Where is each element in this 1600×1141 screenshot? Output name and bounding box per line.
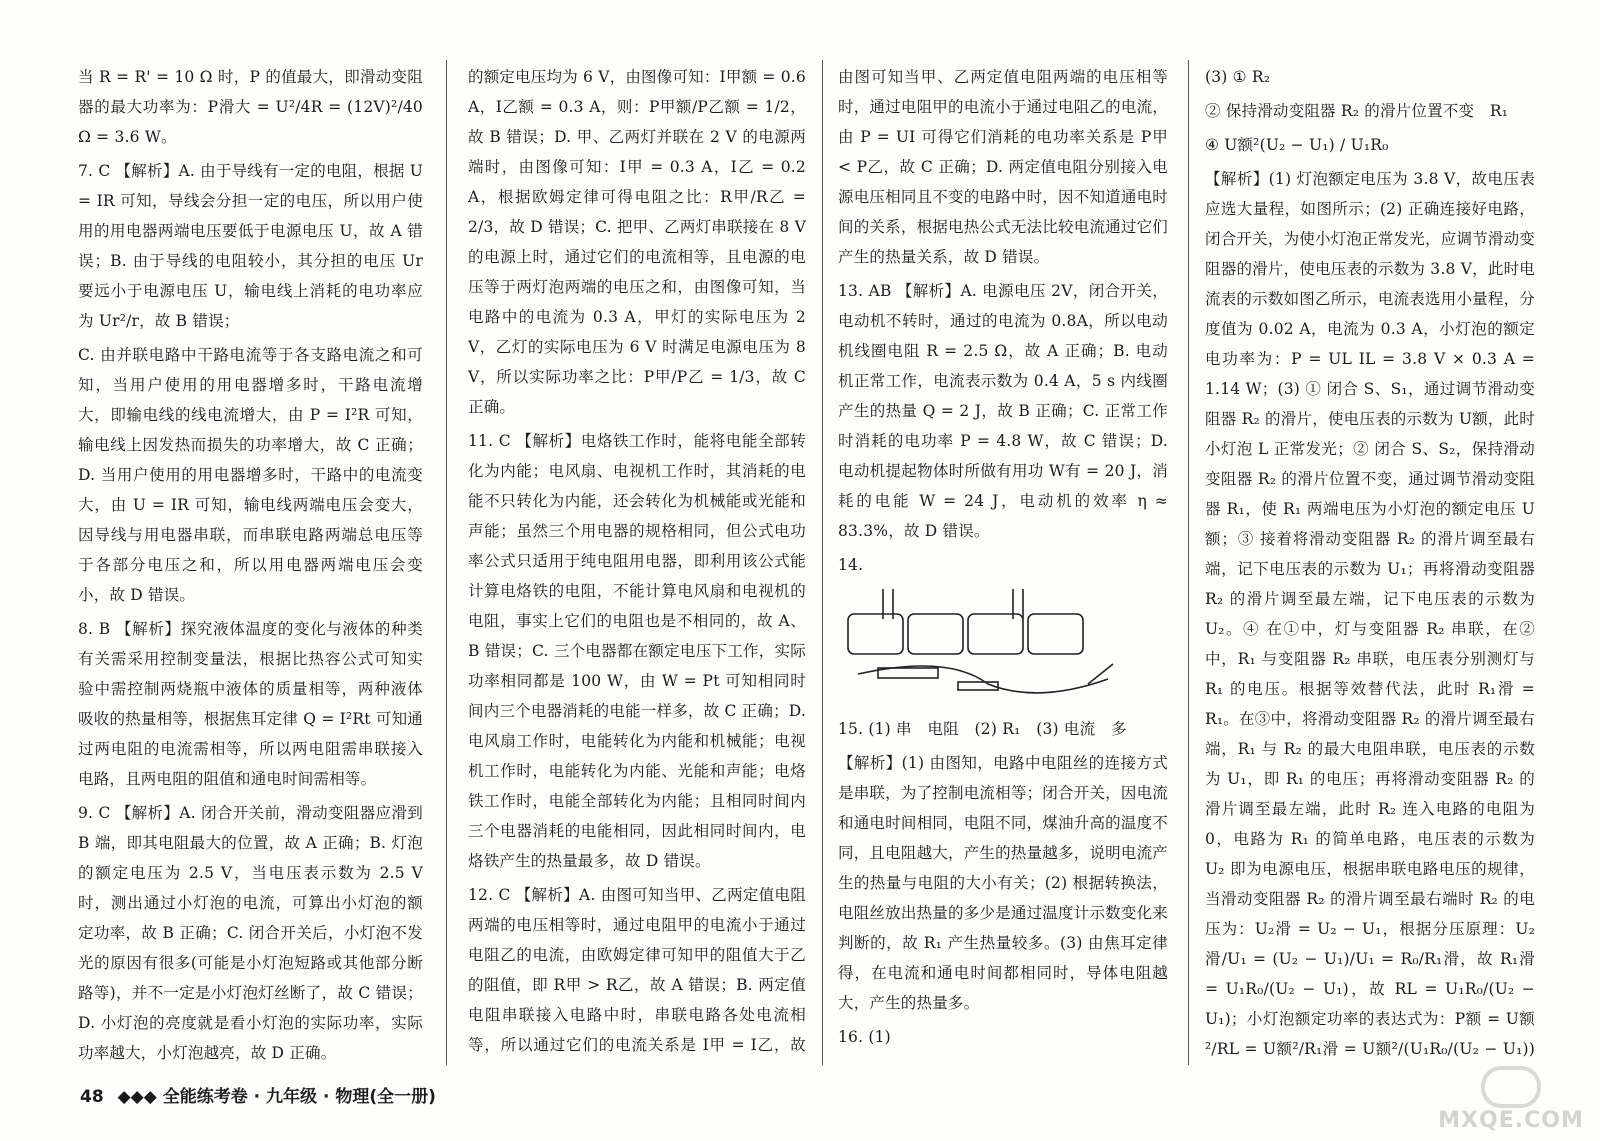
column-1	[78, 62, 423, 1062]
answer-10-cont: 的额定电压均为 6 V，由图像可知：I甲额 = 0.6 A，I乙额 = 0.3 A，则：P甲额/P乙额 = 1/2，故 B 错误；D. 甲、乙两灯并联在 2 V 的电源两端时，由图像可知：I甲 = 0.3 A，I乙 = 0.2 A，根据欧姆定律可得电阻之比：R甲/R乙 = 2/3，故 D 错误；C. 把甲、乙两灯串联接在 8 V 的电源上时，通过它们的电流相等，且电源的电压等于两灯泡两端的电压之和，由图像可知，当电路中的电流为 0.3 A，甲灯的实际电压为 2 V，乙灯的实际电压为 6 V 时满足电源电压为 8 V，所以实际功率之比：P甲/P乙 = 1/3，故 C 正确。	[468, 68, 806, 416]
answer-16-3-4: ④ U额²(U₂ − U₁) / U₁R₀	[1205, 136, 1389, 154]
page-footer	[80, 1082, 436, 1107]
column-divider	[446, 60, 447, 1065]
answer-7-cont: C. 由并联电路中干路电流等于各支路电流之和可知，当用户使用的用电器增多时，干路电流增大，即输电线的线电流增大，由 P = I²R 可知，输电线上因发热而损失的功率增大，故 C 正确；D. 当用户使用的用电器增多时，干路中的电流变大，由 U = IR 可知，输电线两端电压会变大，因导线与用电器串联，而串联电路两端总电压等于各部分电压之和，所以用电器两端电压会变小，故 D 错误。	[78, 346, 423, 604]
column-divider	[1188, 60, 1189, 1065]
watermark-text: MXQE.COM	[1438, 1108, 1584, 1133]
watermark-icon	[1481, 1066, 1541, 1108]
answer-16-3-1: (3) ① R₂	[1205, 68, 1271, 86]
circuit-figure-14	[838, 584, 1168, 704]
answer-15-analysis: 【解析】(1) 由图知，电路中电阻丝的连接方式是串联，为了控制电流相等；闭合开关，因电流和通电时间相同，电阻不同，煤油升高的温度不同，且电阻越大，产生的热量越多，说明电流产生的热量与电阻的大小有关；(2) 根据转换法，电阻丝放出热量的多少是通过温度计示数变化来判断的，故 R₁ 产生热量较多。(3) 由焦耳定律得，在电流和通电时间都相同时，导体电阻越大，产生的热量多。	[838, 754, 1168, 1012]
column-4	[1205, 62, 1535, 1062]
answer-8: 8. B 【解析】探究液体温度的变化与液体的种类有关需采用控制变量法，根据比热容公式可知实验中需控制两烧瓶中液体的质量相等，两种液体吸收的热量相等，根据焦耳定律 Q = I²Rt 可知通过两电阻的电流需相等，所以两电阻需串联接入电路，且两电阻的阻值和通电时间需相等。	[78, 620, 423, 788]
answer-11: 11. C 【解析】电烙铁工作时，能将电能全部转化为内能；电风扇、电视机工作时，其消耗的电能不只转化为内能，还会转化为机械能或光能和声能；虽然三个用电器的规格相同，但公式电功率公式只适用于纯电阻用电器，即利用该公式能计算电烙铁的电阻，不能计算电风扇和电视机的电阻，事实上它们的电阻也是不相同的，故 A、B 错误；C. 三个电器都在额定电压下工作，实际功率相同都是 100 W，由 W = Pt 可知相同时间内三个电器消耗的电能一样多，故 C 正确；D. 电风扇工作时，电能转化为内能和机械能；电视机工作时，电能转化为内能、光能和声能；电烙铁工作时，电能全部转化为内能；且相同时间内三个电器消耗的电能相同，因此相同时间内，电烙铁产生的热量最多，故 D 错误。	[468, 432, 806, 870]
answer-16-label: 16. (1)	[838, 1028, 891, 1046]
answer-16-3-2: ② 保持滑动变阻器 R₂ 的滑片位置不变 R₁	[1205, 102, 1509, 120]
answer-9: 9. C 【解析】A. 闭合开关前，滑动变阻器应滑到 B 端，即其电阻最大的位置，故 A 正确；B. 灯泡的额定电压为 2.5 V，当电压表示数为 2.5 V 时，测出通过小灯泡的电流，可算出小灯泡的额定功率，故 B 正确；C. 闭合开关后，小灯泡不发光的原因有很多(可能是小灯泡短路或其他部分断路等)，并不一定是小灯泡灯丝断了，故 C 错误；D. 小灯泡的亮度就是看小灯泡的实际功率，实际功率越大，小灯泡越亮，故 D 正确。	[78, 804, 423, 1062]
thermometer-apparatus-drawing	[838, 584, 1168, 704]
answer-16-analysis: 【解析】(1) 灯泡额定电压为 3.8 V，故电压表应选大量程，如图所示；(2) 正确连接好电路，闭合开关，为使小灯泡正常发光，应调节滑动变阻器的滑片，使电压表的示数为 3.8 V，此时电流表的示数如图乙所示，电流表选用小量程，分度值为 0.02 A，电流为 0.3 A，小灯泡的额定电功率为：P = UL IL = 3.8 V × 0.3 A = 1.14 W；(3) ① 闭合 S、S₁，通过调节滑动变阻器 R₂ 的滑片，使电压表的示数为 U额，此时小灯泡 L 正常发光；② 闭合 S、S₂，保持滑动变阻器 R₂ 的滑片位置不变，通过调节滑动变阻器 R₁，使 R₁ 两端电压为小灯泡的额定电压 U额；③ 接着将滑动变阻器 R₂ 的滑片调至最右端，记下电压表的示数为 U₁；再将滑动变阻器 R₂ 的滑片调至最左端，记下电压表的示数为 U₂。④ 在①中，灯与变阻器 R₂ 串联，在②中，R₁ 与变阻器 R₂ 串联，电压表分别测灯与 R₁ 的电压。根据等效替代法，此时 R₁滑 = R₁。在③中，将滑动变阻器 R₂ 的滑片调至最右端，R₁ 与 R₂ 的最大电阻串联，电压表的示数为 U₁，即 R₁ 的电压；再将滑动变阻器 R₂ 的滑片调至最左端，此时 R₂ 连入电路的电阻为 0，电路为 R₁ 的简单电路，电压表的示数为 U₂ 即为电源电压，根据串联电路电压的规律，当滑动变阻器 R₂ 的滑片调至最右端时 R₂ 的电压为：U₂滑 = U₂ − U₁，根据分压原理：U₂滑/U₁ = (U₂ − U₁)/U₁ = R₀/R₁滑，故 R₁滑 = U₁R₀/(U₂ − U₁)，故 RL = U₁R₀/(U₂ − U₁)；小灯泡额定功率的表达式为：P额 = U额²/RL = U额²/R₁滑 = U额²/(U₁R₀/(U₂ − U₁))	[1205, 170, 1535, 1058]
page-number: 48	[80, 1087, 104, 1107]
paragraph: 当 R = R' = 10 Ω 时，P 的值最大，即滑动变阻器的最大功率为：P滑大 = U²/4R = (12V)²/40 Ω = 3.6 W。	[78, 68, 423, 146]
answer-12: 12. C 【解析】A. 由图可知当甲、乙两定值电阻两端的电压相等时，通过电阻甲的电流小于通过电阻乙的电流，由欧姆定律可知甲的阻值大于乙的阻值，即 R甲 > R乙，故 A 错误；B. 两定值电阻串联接入电路中时，串联电路各处电流相等，所以通过它们的电流关系是 I甲 = I乙，故	[468, 886, 806, 1054]
answer-13: 13. AB 【解析】A. 电源电压 2V，闭合开关，电动机不转时，通过的电流为 0.8A，所以电动机线圈电阻 R = 2.5 Ω，故 A 正确；B. 电动机正常工作，电流表示数为 0.4 A，5 s 内线圈产生的热量 Q = 2 J，故 B 正确；C. 正常工作时消耗的电功率 P = 4.8 W，故 C 错误；D. 电动机提起物体时所做有用功 W有 = 20 J，消耗的电能 W = 24 J，电动机的效率 η ≈ 83.3%，故 D 错误。	[838, 282, 1168, 540]
column-2	[468, 62, 806, 1062]
circuit-drawing	[838, 1056, 1168, 1062]
watermark-logo	[1436, 1063, 1586, 1133]
answer-14-label: 14.	[838, 556, 864, 574]
answer-15: 15. (1) 串 电阻 (2) R₁ (3) 电流 多	[838, 720, 1127, 738]
answer-12-cont: 由图可知当甲、乙两定值电阻两端的电压相等时，通过电阻甲的电流小于通过电阻乙的电流，由 P = UI 可得它们消耗的电功率关系是 P甲 < P乙，故 C 正确；D. 两定值电阻分别接入电源电压相同且不变的电路中时，因不知道通电时间的关系，根据电热公式无法比较电流通过它们产生的热量关系，故 D 错误。	[838, 68, 1168, 266]
column-3	[838, 62, 1168, 1062]
circuit-figure-16	[838, 1056, 1168, 1062]
answer-7: 7. C 【解析】A. 由于导线有一定的电阻，根据 U = IR 可知，导线会分担一定的电压，所以用户使用的用电器两端电压要低于电源电压 U，故 A 错误；B. 由于导线的电阻较小，其分担的电压 Ur 要远小于电源电压 U，输电线上消耗的电功率应为 Ur²/r，故 B 错误；	[78, 162, 423, 330]
book-title: ◆◆◆ 全能练考卷 · 九年级 · 物理(全一册)	[117, 1087, 436, 1107]
column-divider	[822, 60, 823, 1065]
